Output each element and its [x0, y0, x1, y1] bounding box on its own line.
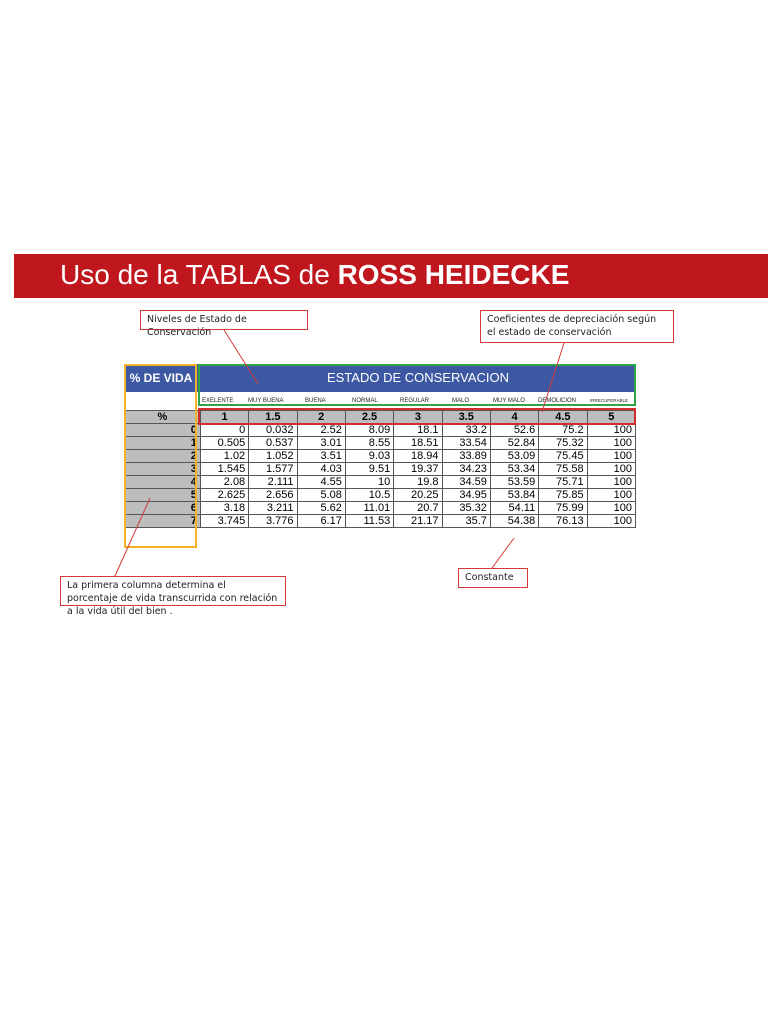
value-cell: 20.7: [394, 502, 442, 515]
coefficient-cell: 3.5: [442, 411, 490, 424]
state-label: IRRECUPERABLE: [590, 398, 629, 403]
value-cell: 5.62: [297, 502, 345, 515]
value-cell: 1.02: [200, 450, 248, 463]
coefficient-cell: 2: [297, 411, 345, 424]
value-cell: 10: [345, 476, 393, 489]
value-cell: 100: [587, 476, 635, 489]
state-label: MALO: [452, 398, 470, 404]
pct-label-cell: %: [125, 411, 201, 424]
value-cell: 76.13: [539, 515, 587, 528]
value-cell: 0.537: [249, 437, 297, 450]
value-cell: 1.577: [249, 463, 297, 476]
value-cell: 5.08: [297, 489, 345, 502]
value-cell: 8.09: [345, 424, 393, 437]
value-cell: 53.84: [490, 489, 538, 502]
coefficient-cell: 5: [587, 411, 635, 424]
value-cell: 3.776: [249, 515, 297, 528]
value-cell: 2.656: [249, 489, 297, 502]
value-cell: 3.18: [200, 502, 248, 515]
value-cell: 4.03: [297, 463, 345, 476]
coefficient-cell: 4: [490, 411, 538, 424]
value-cell: 75.45: [539, 450, 587, 463]
pct-cell: 3: [125, 463, 201, 476]
value-cell: 11.01: [345, 502, 393, 515]
value-cell: 75.71: [539, 476, 587, 489]
value-cell: 6.17: [297, 515, 345, 528]
value-cell: 100: [587, 502, 635, 515]
value-cell: 8.55: [345, 437, 393, 450]
value-cell: 75.2: [539, 424, 587, 437]
value-cell: 10.5: [345, 489, 393, 502]
value-cell: 100: [587, 515, 635, 528]
vida-header: % DE VIDA: [124, 364, 198, 392]
value-cell: 53.34: [490, 463, 538, 476]
callout-coeficientes-text: Coeficientes de depreciación según el estado de conservación: [487, 314, 657, 338]
pointer-constante: [492, 538, 514, 568]
value-cell: 75.85: [539, 489, 587, 502]
value-cell: 52.84: [490, 437, 538, 450]
value-cell: 75.32: [539, 437, 587, 450]
value-cell: 11.53: [345, 515, 393, 528]
value-cell: 0.032: [249, 424, 297, 437]
value-cell: 3.51: [297, 450, 345, 463]
value-cell: 100: [587, 450, 635, 463]
value-cell: 75.58: [539, 463, 587, 476]
value-cell: 100: [587, 489, 635, 502]
value-cell: 3.211: [249, 502, 297, 515]
value-cell: 21.17: [394, 515, 442, 528]
estado-header: ESTADO DE CONSERVACION: [200, 364, 636, 392]
pct-cell: 5: [125, 489, 201, 502]
value-cell: 20.25: [394, 489, 442, 502]
value-cell: 2.625: [200, 489, 248, 502]
pct-cell: 1: [125, 437, 201, 450]
value-cell: 34.95: [442, 489, 490, 502]
value-cell: 0: [200, 424, 248, 437]
coefficient-cell: 2.5: [345, 411, 393, 424]
value-cell: 9.51: [345, 463, 393, 476]
value-cell: 33.54: [442, 437, 490, 450]
value-cell: 35.7: [442, 515, 490, 528]
value-cell: 52.6: [490, 424, 538, 437]
coefficient-cell: 4.5: [539, 411, 587, 424]
state-label: NORMAL: [352, 398, 378, 404]
value-cell: 18.94: [394, 450, 442, 463]
pointer-niveles: [224, 330, 258, 384]
value-cell: 100: [587, 424, 635, 437]
pct-cell: 4: [125, 476, 201, 489]
value-cell: 0.505: [200, 437, 248, 450]
coefficient-cell: 1: [200, 411, 248, 424]
value-cell: 1.545: [200, 463, 248, 476]
state-label: REGULAR: [400, 398, 430, 404]
title-plain-text: Uso de la TABLAS de: [60, 259, 338, 290]
value-cell: 100: [587, 463, 635, 476]
pct-cell: 0: [125, 424, 201, 437]
state-label: EXELENTE: [202, 398, 234, 404]
value-cell: 19.37: [394, 463, 442, 476]
value-cell: 34.23: [442, 463, 490, 476]
pct-cell: 6: [125, 502, 201, 515]
state-label: DEMOLICION: [538, 398, 577, 404]
value-cell: 2.52: [297, 424, 345, 437]
state-label: BUENA: [305, 398, 326, 404]
value-cell: 53.59: [490, 476, 538, 489]
callout-primera-columna-text: La primera columna determina el porcentaje de vida transcurrida con relación a la vida útil del bien .: [67, 580, 278, 617]
value-cell: 54.11: [490, 502, 538, 515]
coefficient-cell: 1.5: [249, 411, 297, 424]
value-cell: 75.99: [539, 502, 587, 515]
value-cell: 34.59: [442, 476, 490, 489]
coefficient-cell: 3: [394, 411, 442, 424]
value-cell: 33.89: [442, 450, 490, 463]
pointer-coeficientes: [542, 343, 564, 412]
value-cell: 35.32: [442, 502, 490, 515]
value-cell: 19.8: [394, 476, 442, 489]
value-cell: 54.38: [490, 515, 538, 528]
pct-cell: 2: [125, 450, 201, 463]
state-label: MUY MALO: [493, 398, 525, 404]
pct-cell: 7: [125, 515, 201, 528]
value-cell: 18.1: [394, 424, 442, 437]
value-cell: 1.052: [249, 450, 297, 463]
value-cell: 100: [587, 437, 635, 450]
title-bold-text: ROSS HEIDECKE: [337, 259, 570, 290]
value-cell: 33.2: [442, 424, 490, 437]
value-cell: 3.01: [297, 437, 345, 450]
value-cell: 2.08: [200, 476, 248, 489]
value-cell: 3.745: [200, 515, 248, 528]
callout-niveles-text: Niveles de Estado de Conservación: [147, 314, 247, 338]
value-cell: 18.51: [394, 437, 442, 450]
value-cell: 4.55: [297, 476, 345, 489]
value-cell: 2.111: [249, 476, 297, 489]
value-cell: 9.03: [345, 450, 393, 463]
state-label: MUY BUENA: [248, 398, 284, 404]
callout-constante-text: Constante: [465, 572, 514, 583]
value-cell: 53.09: [490, 450, 538, 463]
pointer-primera-columna: [115, 498, 150, 576]
